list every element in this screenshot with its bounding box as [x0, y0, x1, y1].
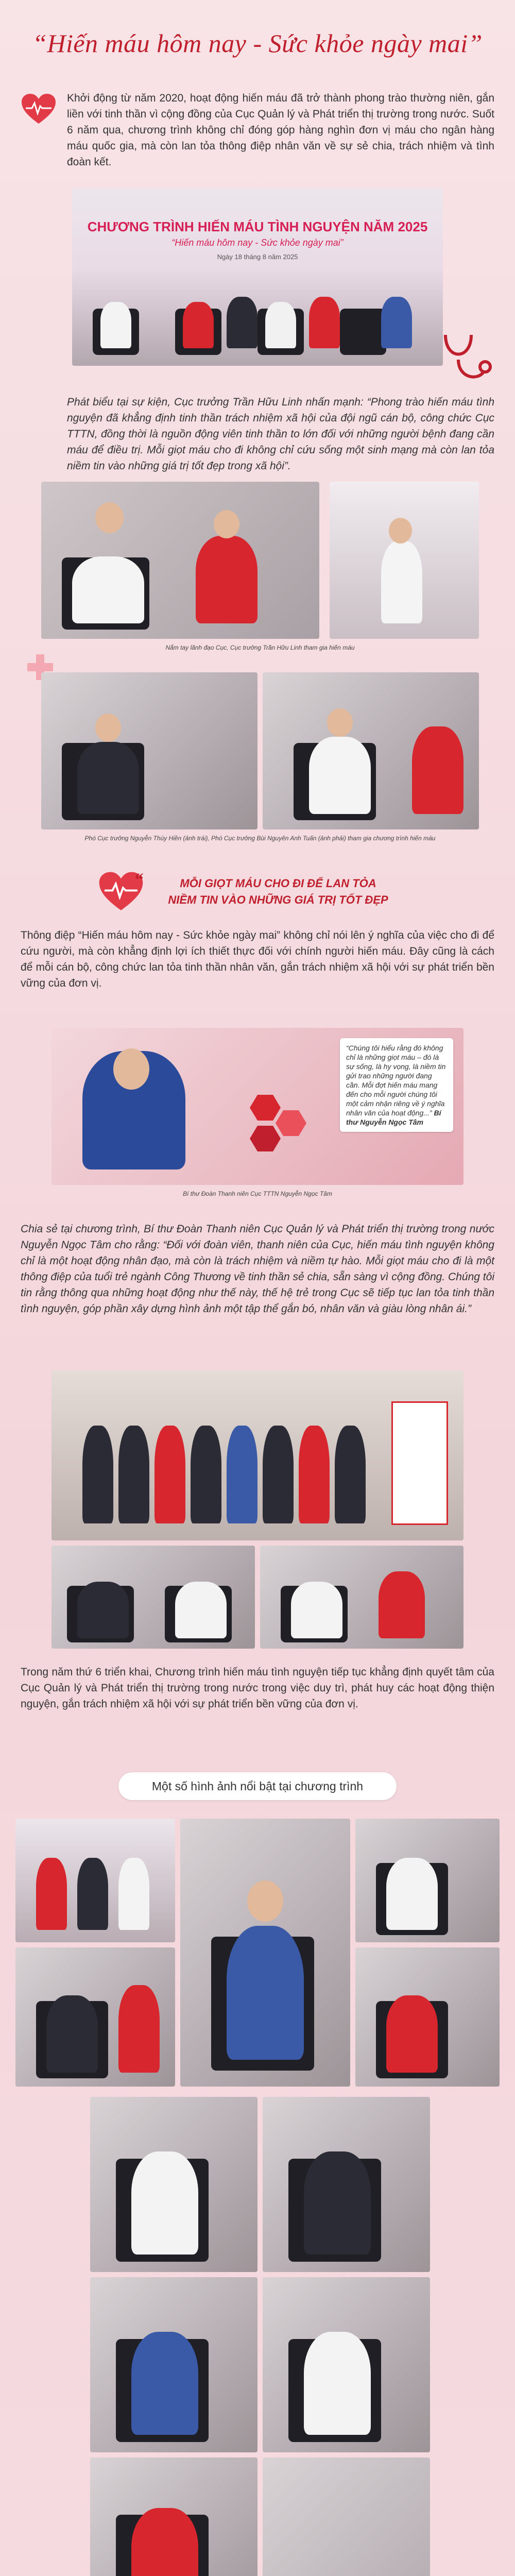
gallery-photo-9	[263, 2277, 430, 2452]
deputy-director-2-photo	[263, 672, 479, 829]
message-paragraph: Thông điệp “Hiến máu hôm nay - Sức khỏe ngày mai” không chỉ nói lên ý nghĩa của việc cho đi để cứu người, mà còn khẳng định lợi ích thiết thực đối với chính người hiến máu. Đây cũng là cách để mỗi cán bộ, công chức lan tỏa tinh thần nhân văn, gắn trách nhiệm xã hội với sự phát triển bền vững của đơn vị.	[21, 929, 494, 989]
banner-subtitle: “Hiến máu hôm nay - Sức khỏe ngày mai”	[171, 238, 344, 248]
caption-deputies: Phó Cục trưởng Nguyễn Thúy Hiền (ảnh trái), Phó Cục trưởng Bùi Nguyên Anh Tuấn (ảnh phải) tham gia chương trình hiến máu	[84, 835, 436, 842]
banner-date: Ngày 18 tháng 8 năm 2025	[217, 253, 298, 261]
group-photo	[52, 1370, 464, 1540]
hexagon-pattern	[237, 1090, 319, 1167]
gallery-photo-7	[263, 2097, 430, 2272]
youth-secretary-quote: “Chúng tôi hiểu rằng đó không chỉ là những giọt máu – đó là sự sống, là hy vọng, là niềm tin gửi trao những người đang cần. Mỗi đợt hiến máu mang đến cho mỗi người chúng tôi một cảm nhận riêng về ý nghĩa nhân văn của hoạt động...” Bí thư Nguyễn Ngọc Tâm	[340, 1038, 453, 1132]
youth-secretary-paragraph: Chia sẻ tại chương trình, Bí thư Đoàn Thanh niên Cục Quản lý và Phát triển thị trường trong nước Nguyễn Ngọc Tâm cho rằng: “Đối với đoàn viên, thanh niên của Cục, hiến máu tình nguyện không chỉ là một hoạt động nhân đạo, mà còn là trách nhiệm và niềm tự hào. Mỗi giọt máu cho đi là một thông điệp của tuổi trẻ ngành Công Thương về tinh thần sẻ chia, sẵn sàng vì cộng đồng. Chúng tôi tin rằng thông qua những hoạt động như thế này, thế hệ trẻ trong Cục sẽ tiếp tục lan tỏa tinh thần tình nguyện, góp phần xây dựng hình ảnh một tập thể gắn bó, nhân văn và giàu lòng nhân ái.”	[21, 1223, 494, 1315]
banner-title: CHƯƠNG TRÌNH HIẾN MÁU TÌNH NGUYỆN NĂM 2025	[87, 219, 428, 234]
heartbeat-icon	[21, 93, 57, 126]
donors-photo-2	[260, 1546, 464, 1649]
gallery-photo-1	[15, 1819, 175, 1942]
director-standing-photo	[330, 482, 479, 639]
donors-photo-1	[52, 1546, 255, 1649]
pull-quote-line-2: NIỀM TIN VÀO NHỮNG GIÁ TRỊ TỐT ĐẸP	[168, 893, 388, 906]
youth-secretary-photo	[52, 1028, 464, 1185]
pull-quote-line-1: MỖI GIỌT MÁU CHO ĐI ĐỂ LAN TỎA	[180, 877, 376, 890]
gallery-photo-6	[90, 2097, 258, 2272]
caption-youth-secretary: Bí thư Đoàn Thanh niên Cục TTTN Nguyễn Ngọc Tâm	[183, 1190, 332, 1197]
director-donating-photo	[41, 482, 319, 639]
standee	[391, 1401, 448, 1525]
deputy-director-1-photo	[41, 672, 258, 829]
closing-paragraph: Trong năm thứ 6 triển khai, Chương trình hiến máu tình nguyện tiếp tục khẳng định quyết tâm của Cục Quản lý và Phát triển thị trường trong nước trong việc duy trì, phát huy các hoạt động thiện nguyện, gắn trách nhiệm xã hội với sự phát triển bền vững của đơn vị.	[21, 1666, 494, 1710]
youth-secretary-quote-author: Bí thư Nguyễn Ngọc Tâm	[346, 1109, 441, 1126]
intro-paragraph: Khởi động từ năm 2020, hoạt động hiến máu đã trở thành phong trào thường niên, gắn liền với tinh thần vì cộng đồng của Cục Quản lý và Phát triển thị trường trong nước. Suốt 6 năm qua, chương trình không chỉ đóng góp hàng nghìn đơn vị máu cho ngân hàng máu quốc gia, mà còn lan tỏa thông điệp nhân văn về sự sẻ chia, trách nhiệm và tình đoàn kết.	[67, 92, 494, 168]
gallery-photo-3	[355, 1819, 500, 1942]
banner-photo	[72, 188, 443, 366]
gallery-photo-10	[90, 2458, 258, 2576]
gallery-photo-8	[90, 2277, 258, 2452]
pull-quote: “ MỖI GIỌT MÁU CHO ĐI ĐỂ LAN TỎA NIỀM TIN VÀO NHỮNG GIÁ TRỊ TỐT ĐẸP	[134, 876, 422, 927]
gallery-photo-5	[355, 1947, 500, 2087]
gallery-photo-11	[263, 2458, 430, 2576]
director-quote-paragraph: Phát biểu tại sự kiện, Cục trưởng Trần Hữu Linh nhấn mạnh: “Phong trào hiến máu tình nguyện đã khẳng định tinh thần trách nhiệm xã hội của đội ngũ cán bộ, công chức Cục TTTN, đồng thời là nguồn động viên tinh thần to lớn đối với những người bệnh đang cần máu để điều trị. Mỗi giọt máu cho đi không chỉ cứu sống một sinh mạng mà còn lan tỏa niềm tin vào những giá trị tốt đẹp trong xã hội”.	[67, 396, 494, 472]
stethoscope-icon	[435, 330, 497, 392]
caption-director: Nắm tay lãnh đạo Cục, Cục trưởng Trần Hữu Linh tham gia hiến máu	[165, 644, 355, 651]
gallery-heading: Một số hình ảnh nổi bật tại chương trình	[118, 1772, 397, 1800]
article-title: “Hiến máu hôm nay - Sức khỏe ngày mai”	[32, 29, 483, 58]
gallery-photo-2	[180, 1819, 350, 2087]
gallery-photo-4	[15, 1947, 175, 2087]
